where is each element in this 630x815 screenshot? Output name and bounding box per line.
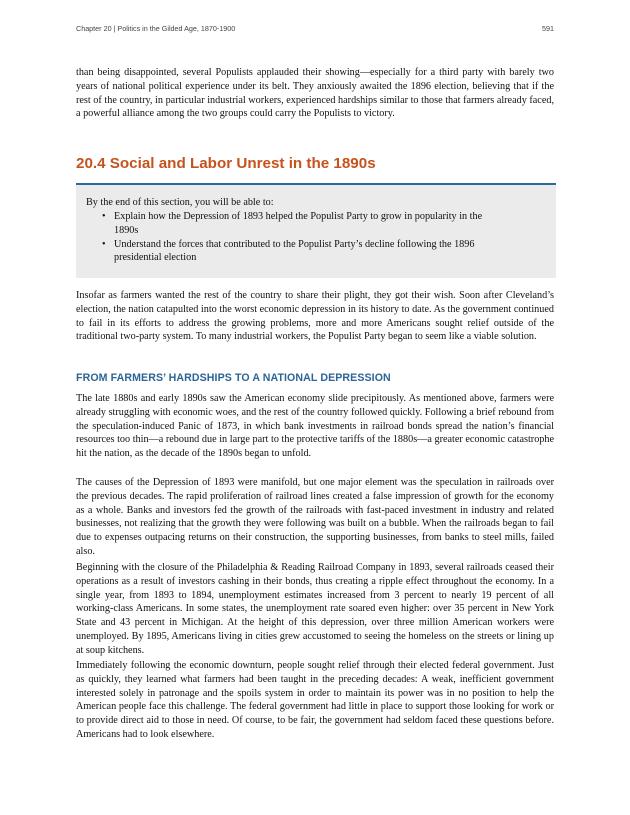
bullet-icon: • [102, 211, 106, 222]
body-paragraph: The causes of the Depression of 1893 were manifold, but one major element was the speculation in railroads over the previous decades. The rapid proliferation of railroad lines created a false impression of growth for the economy as a whole. Banks and investors fed the growth of the railroads with fast-paced investment in industry and related businesses, not realizing that the growth they were following was built on a bubble. When the railroads began to fail due to expenses outpacing returns on their construction, the supporting businesses, from banks to steel mills, failed also. [76, 477, 554, 557]
intro-paragraph: than being disappointed, several Populists applauded their showing—especially for a third party with barely two years of national political experience under its belt. They anxiously awaited the 1896 election, believing that if the rest of the country, in particular industrial workers, experienced hardships similar to those that farmers already faced, a powerful alliance among the two groups could carry the Populists to victory. [76, 67, 554, 120]
objective-text: Explain how the Depression of 1893 helped the Populist Party to grow in popularity in the 1890s [114, 211, 483, 236]
section-title: 20.4 Social and Labor Unrest in the 1890s [76, 155, 376, 172]
page-number: 591 [542, 24, 554, 33]
body-paragraph: Immediately following the economic downturn, people sought relief through their elected federal government. Just as quickly, they learned what farmers had been taught in the preceding decades: A weak, inefficient government interested solely in patronage and the spoils system in order to maintain its power was in no position to help the American people face this challenge. The federal government had little in place to support those looking for work or to provide direct aid to those in need. Of course, to be fair, the government had seldom faced these questions before. Americans had to look elsewhere. [76, 660, 554, 740]
learning-objectives-box [76, 185, 556, 278]
body-paragraph: Insofar as farmers wanted the rest of the country to share their plight, they got their wish. Soon after Cleveland’s election, the nation catapulted into the worst economic depression in its history to date. As the government continued to fail in its efforts to address the growing problems, more and more Americans sought relief outside of the traditional two-party system. To many industrial workers, the Populist Party began to seem like a viable solution. [76, 290, 554, 343]
paragraph-block [76, 561, 554, 658]
objective-item [102, 238, 502, 266]
objectives-intro: By the end of this section, you will be able to: [86, 197, 274, 208]
paragraph-block [76, 289, 554, 344]
body-paragraph: Beginning with the closure of the Philadelphia & Reading Railroad Company in 1893, several railroads ceased their operations as a result of investors cashing in their bonds, thus creating a ripple effect throughout the economy. In a single year, from 1893 to 1894, unemployment estimates increased from 3 percent to nearly 19 percent of all working-class Americans. In some states, the unemployment rate soared even higher: over 35 percent in New York State and 43 percent in Michigan. At the height of this depression, over three million American workers were unemployed. By 1895, Americans living in cities grew accustomed to seeing the homeless on the streets or lining up at soup kitchens. [76, 562, 554, 656]
paragraph-block [76, 476, 554, 559]
body-paragraph: The late 1880s and early 1890s saw the American economy slide precipitously. As mentioned above, farmers were already struggling with economic woes, and the rest of the country followed quickly. Following a brief rebound from the speculation-induced Panic of 1873, in which bank investments in railroad bonds spread the nation’s financial resources too thin—a rebound due in large part to the protective tariffs of the 1880s—a greater economic catastrophe hit the nation, as the decade of the 1890s began to unfold. [76, 393, 554, 460]
objective-item [102, 210, 502, 238]
subheading: FROM FARMERS’ HARDSHIPS TO A NATIONAL DEPRESSION [76, 372, 391, 384]
running-header [76, 24, 554, 33]
paragraph-block [76, 392, 554, 461]
objective-text: Understand the forces that contributed to the Populist Party’s decline following the 1896 presidential election [114, 238, 475, 264]
objectives-list [102, 210, 502, 265]
chapter-title: Chapter 20 | Politics in the Gilded Age, 1870-1900 [76, 24, 236, 33]
bullet-icon: • [102, 238, 106, 250]
intro-paragraph-block [76, 66, 554, 121]
paragraph-block [76, 659, 554, 742]
